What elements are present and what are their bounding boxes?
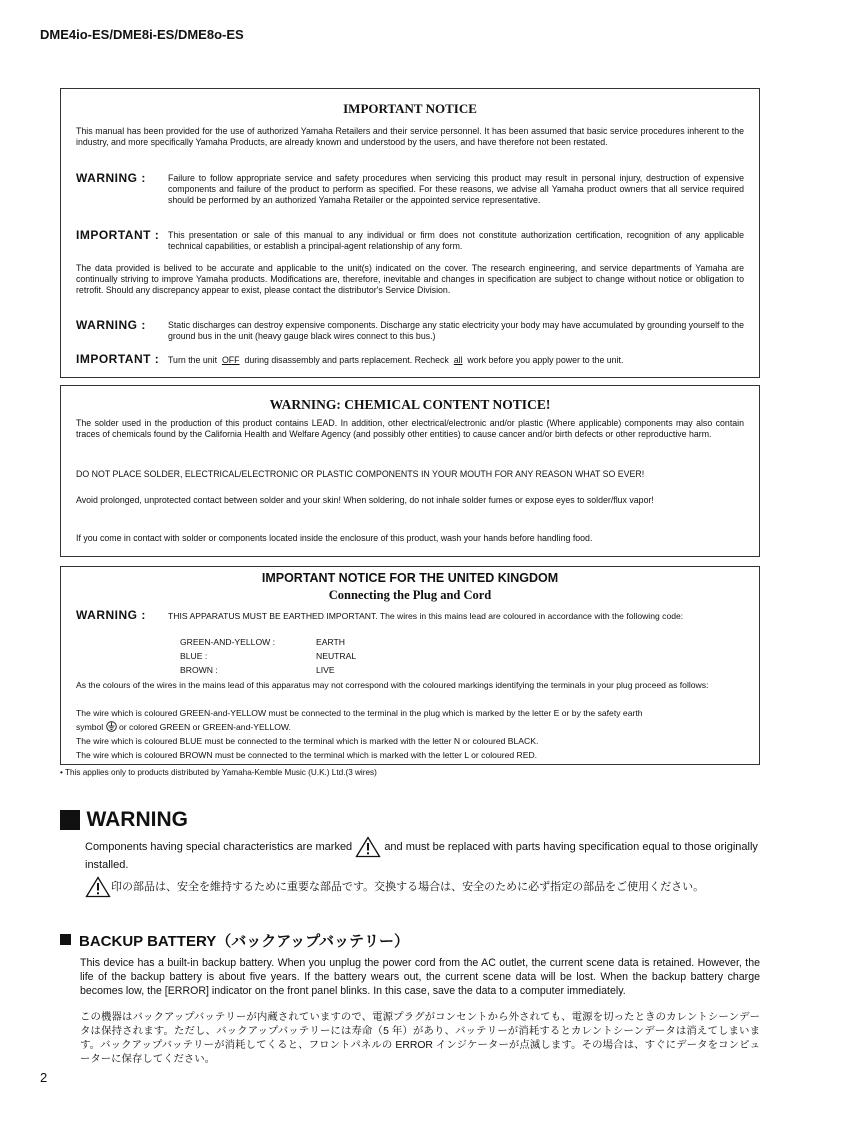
notice-intro: This manual has been provided for the use of authorized Yamaha Retailers and their service personnel. It has been assumed that basic service procedures inherent to the industry, and more specifically Yamaha Products, are already known and understood by the users, and have therefore not been restated.	[76, 126, 744, 148]
wire-color: BROWN :	[180, 665, 218, 675]
black-square-icon	[60, 810, 80, 830]
backup-battery-japanese: この機器はバックアップバッテリーが内蔵されていますので、電源プラグがコンセントから外されても、電源を切ったときのカレントシーンデータは保持されます。ただし、バックアップバッテリーには寿命（5 年）があり、バッテリーが消耗するとカレントシーンデータは消えてしまいます。バックアップバッテリーが消耗してくると、フロントパネルの ERROR インジケーターが点滅します。その場合は、すぐにデータをコンピューターに保存してください。	[80, 1012, 760, 1065]
earth-symbol-icon	[106, 721, 117, 732]
off-underlined: OFF	[221, 355, 240, 365]
backup-battery-heading	[60, 930, 409, 951]
warning-heading	[60, 808, 188, 832]
important-text: This presentation or sale of this manual to any individual or firm does not constitute authorization certification, recognition of any applicable technical capabilities, or establish a principal-agent relationship of any form.	[168, 230, 744, 252]
backup-battery-english: This device has a built-in backup battery. When you unplug the power cord from the AC outlet, the current scene data is retained. However, the life of the backup battery is about five years. If the battery wears out, the current scene data will be lost. When the backup battery charge becomes low, the [ERROR] indicator on the front panel blinks. In this case, save the data to a computer immediately.	[80, 957, 760, 997]
warning-label: WARNING :	[76, 318, 146, 332]
warning-text: Components having special characteristics are marked and must be replaced with parts having specification equal to those originally installed.	[85, 836, 765, 872]
chemical-title: WARNING: CHEMICAL CONTENT NOTICE!	[269, 397, 551, 412]
wire-color: GREEN-AND-YELLOW :	[180, 637, 276, 647]
uk-line-1: As the colours of the wires in the mains lead of this apparatus may not correspond with the coloured markings identifying the terminals in your plug proceed as follows:	[76, 680, 709, 690]
document-header: DME4io-ES/DME8i-ES/DME8o-ES	[40, 27, 244, 42]
uk-line-3: The wire which is coloured BLUE must be connected to the terminal which is marked with the letter N or coloured BLACK.	[76, 736, 539, 746]
notice-important-2	[76, 354, 744, 368]
uk-line-2: The wire which is coloured GREEN-and-YELLOW must be connected to the terminal in the plug which is marked by the letter E or by the safety earth	[76, 708, 643, 718]
backup-battery-title: BACKUP BATTERY（バックアップバッテリー）	[79, 933, 409, 950]
important-label: IMPORTANT :	[76, 352, 160, 366]
caution-triangle-icon	[355, 836, 381, 858]
warning-text: Failure to follow appropriate service and safety procedures when servicing this product may result in personal injury, destruction of expensive components and failure of the product to perform as specified. For these reasons, we advise all Yamaha product owners that all service required should be performed by an authorized Yamaha Retailer or the appointed service representative.	[168, 173, 744, 206]
chemical-notice-box	[60, 385, 760, 557]
chemical-paragraph-4: If you come in contact with solder or components located inside the enclosure of this product, wash your hands before handling food.	[76, 533, 593, 543]
notice-warning-2	[76, 320, 744, 344]
caution-triangle-icon	[85, 876, 111, 898]
warning-label: WARNING :	[76, 608, 146, 622]
page-number: 2	[40, 1070, 48, 1085]
important-text: Turn the unit OFF during disassembly and parts replacement. Recheck all work before you apply power to the unit.	[168, 355, 624, 365]
uk-title: IMPORTANT NOTICE FOR THE UNITED KINGDOM	[261, 571, 559, 585]
chemical-paragraph-3: Avoid prolonged, unprotected contact between solder and your skin! When soldering, do not inhale solder fumes or expose eyes to solder/flux vapor!	[76, 495, 654, 505]
notice-warning-1	[76, 173, 744, 218]
warning-japanese: 印の部品は、安全を維持するために重要な部品です。交換する場合は、安全のために必ず指定の部品をご使用ください。	[85, 876, 704, 898]
warning-text: Static discharges can destroy expensive components. Discharge any static electricity your body may have accumulated by grounding yourself to the ground bus in the unit (heavy gauge black wires connect to this bus.)	[168, 320, 744, 342]
black-square-icon	[60, 934, 71, 945]
uk-notice-box	[60, 566, 760, 765]
warning-text: THIS APPARATUS MUST BE EARTHED IMPORTANT. The wires in this mains lead are coloured in accordance with the following code:	[168, 611, 684, 621]
chemical-paragraph-2: DO NOT PLACE SOLDER, ELECTRICAL/ELECTRONIC OR PLASTIC COMPONENTS IN YOUR MOUTH FOR ANY REASON WHAT SO EVER!	[76, 469, 645, 479]
wire-color: BLUE :	[180, 651, 208, 661]
warning-title: WARNING	[86, 808, 188, 831]
notice-data-paragraph: The data provided is belived to be accurate and applicable to the unit(s) indicated on the cover. The research engineering, and service departments of Yamaha are continually striving to improve Yamaha products. Modifications are, therefore, inevitable and changes in specification are subject to change without notice or obligation to retrofit. Should any discrepancy appear to exist, please contact the distributor's Service Division.	[76, 263, 744, 296]
warning-label: WARNING :	[76, 171, 146, 185]
important-label: IMPORTANT :	[76, 228, 160, 242]
footnote: • This applies only to products distributed by Yamaha-Kemble Music (U.K.) Ltd.(3 wires)	[60, 768, 377, 777]
all-underlined: all	[453, 355, 463, 365]
notice-title: IMPORTANT NOTICE	[343, 101, 477, 116]
uk-line-2b: symbol or colored GREEN or GREEN-and-YELLOW.	[76, 722, 291, 732]
chemical-paragraph-1: The solder used in the production of this product contains LEAD. In addition, other electrical/electronic and/or plastic (Where applicable) components may also contain traces of chemicals found by the California Health and Welfare Agency (and possibly other entities) to cause cancer and/or birth defects or other reproductive harm.	[76, 418, 744, 440]
wire-meaning: EARTH	[316, 637, 345, 647]
uk-warning	[76, 610, 744, 634]
important-notice-box	[60, 88, 760, 378]
wire-meaning: NEUTRAL	[316, 651, 357, 661]
uk-line-4: The wire which is coloured BROWN must be connected to the terminal which is marked with the letter L or coloured RED.	[76, 750, 538, 760]
notice-important-1	[76, 230, 744, 254]
uk-subtitle: Connecting the Plug and Cord	[328, 588, 492, 602]
wire-meaning: LIVE	[316, 665, 335, 675]
